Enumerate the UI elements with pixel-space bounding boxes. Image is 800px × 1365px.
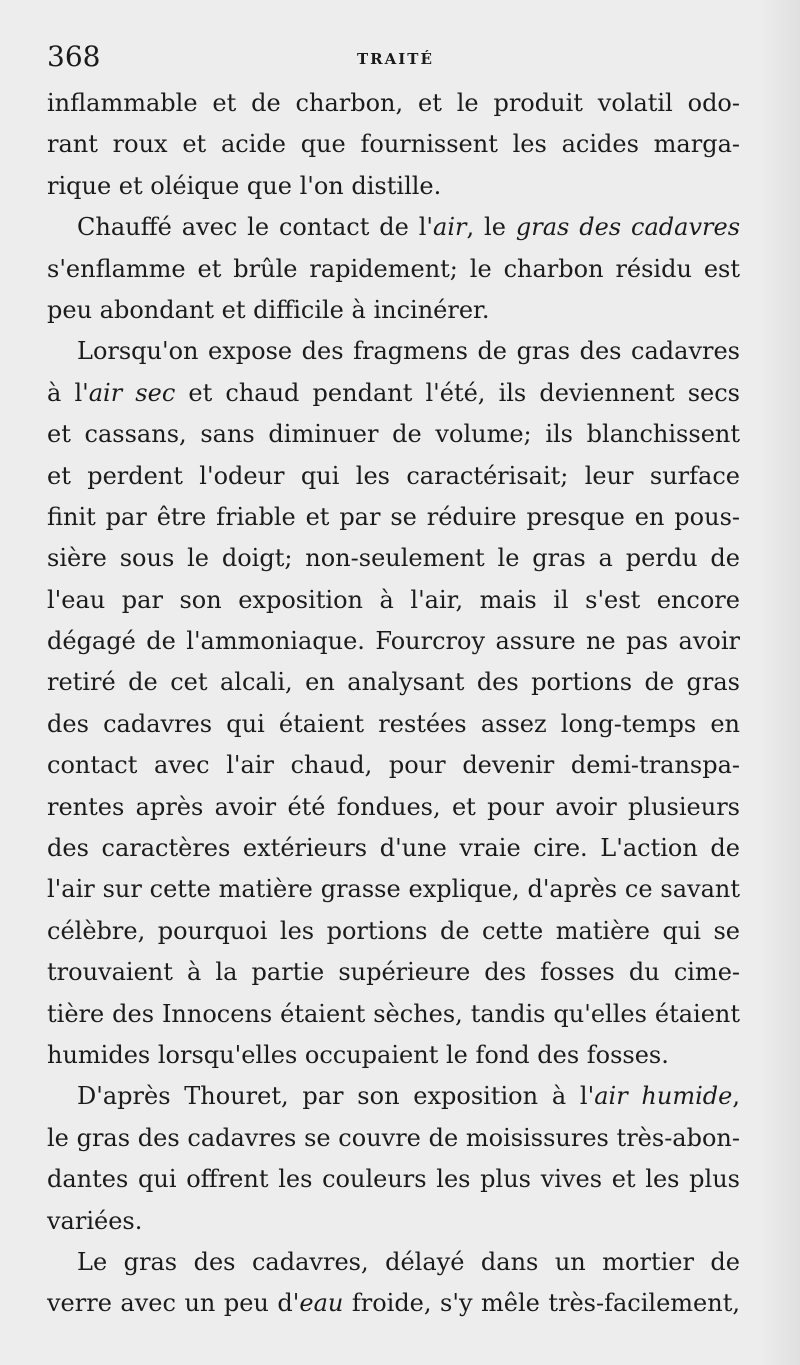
text-line: humides lorsqu'elles occupaient le fond des fosses. [47, 1040, 669, 1069]
page-edge-shadow [760, 0, 800, 1365]
text-line: dantes qui offrent les couleurs les plus vives et les plus [47, 1165, 740, 1194]
text-line: D'après Thouret, par son exposition à l'air humide, [77, 1082, 740, 1111]
page-header [47, 40, 747, 80]
text-line: et cassans, sans diminuer de volume; ils blanchissent [47, 420, 740, 449]
text-line: s'enflamme et brûle rapidement; le charbon résidu est [47, 254, 740, 283]
text-line: peu abondant et difficile à incinérer. [47, 295, 490, 324]
text-line: finit par être friable et par se réduire presque en pous- [47, 502, 740, 531]
text-line: retiré de cet alcali, en analysant des portions de gras [47, 668, 740, 697]
text-line: des caractères extérieurs d'une vraie cire. L'action de [47, 834, 740, 863]
text-line: des cadavres qui étaient restées assez long-temps en [47, 709, 740, 738]
text-line: contact avec l'air chaud, pour devenir demi-transpa- [47, 751, 740, 780]
text-line: Chauffé avec le contact de l'air, le gras des cadavres [77, 213, 741, 242]
text-line: verre avec un peu d'eau froide, s'y mêle très-facilement, [47, 1289, 740, 1318]
text-line: célèbre, pourquoi les portions de cette matière qui se [47, 916, 740, 945]
running-head: TRAITÉ [357, 50, 434, 68]
text-line: Le gras des cadavres, délayé dans un mortier de [77, 1247, 740, 1276]
text-line: rique et oléique que l'on distille. [47, 171, 442, 200]
text-line: Lorsqu'on expose des fragmens de gras des cadavres [77, 337, 740, 366]
text-line: variées. [47, 1206, 143, 1235]
body-text [47, 83, 740, 1325]
text-line: dégagé de l'ammoniaque. Fourcroy assure ne pas avoir [47, 627, 740, 656]
text-line: à l'air sec et chaud pendant l'été, ils deviennent secs [47, 378, 741, 407]
text-line: tière des Innocens étaient sèches, tandis qu'elles étaient [47, 999, 740, 1028]
text-line: rentes après avoir été fondues, et pour avoir plusieurs [47, 792, 740, 821]
text-line: rant roux et acide que fournissent les acides marga- [47, 130, 740, 159]
text-line: sière sous le doigt; non-seulement le gras a perdu de [47, 544, 740, 573]
text-line: l'air sur cette matière grasse explique, d'après ce savant [47, 875, 740, 904]
text-line: et perdent l'odeur qui les caractérisait; leur surface [47, 461, 740, 490]
text-line: inflammable et de charbon, et le produit volatil odo- [47, 89, 740, 117]
text-line: trouvaient à la partie supérieure des fosses du cime- [47, 958, 740, 987]
text-line: le gras des cadavres se couvre de moisissures très-abon- [47, 1123, 740, 1152]
text-line: l'eau par son exposition à l'air, mais il s'est encore [47, 585, 740, 614]
page-number: 368 [47, 40, 101, 73]
